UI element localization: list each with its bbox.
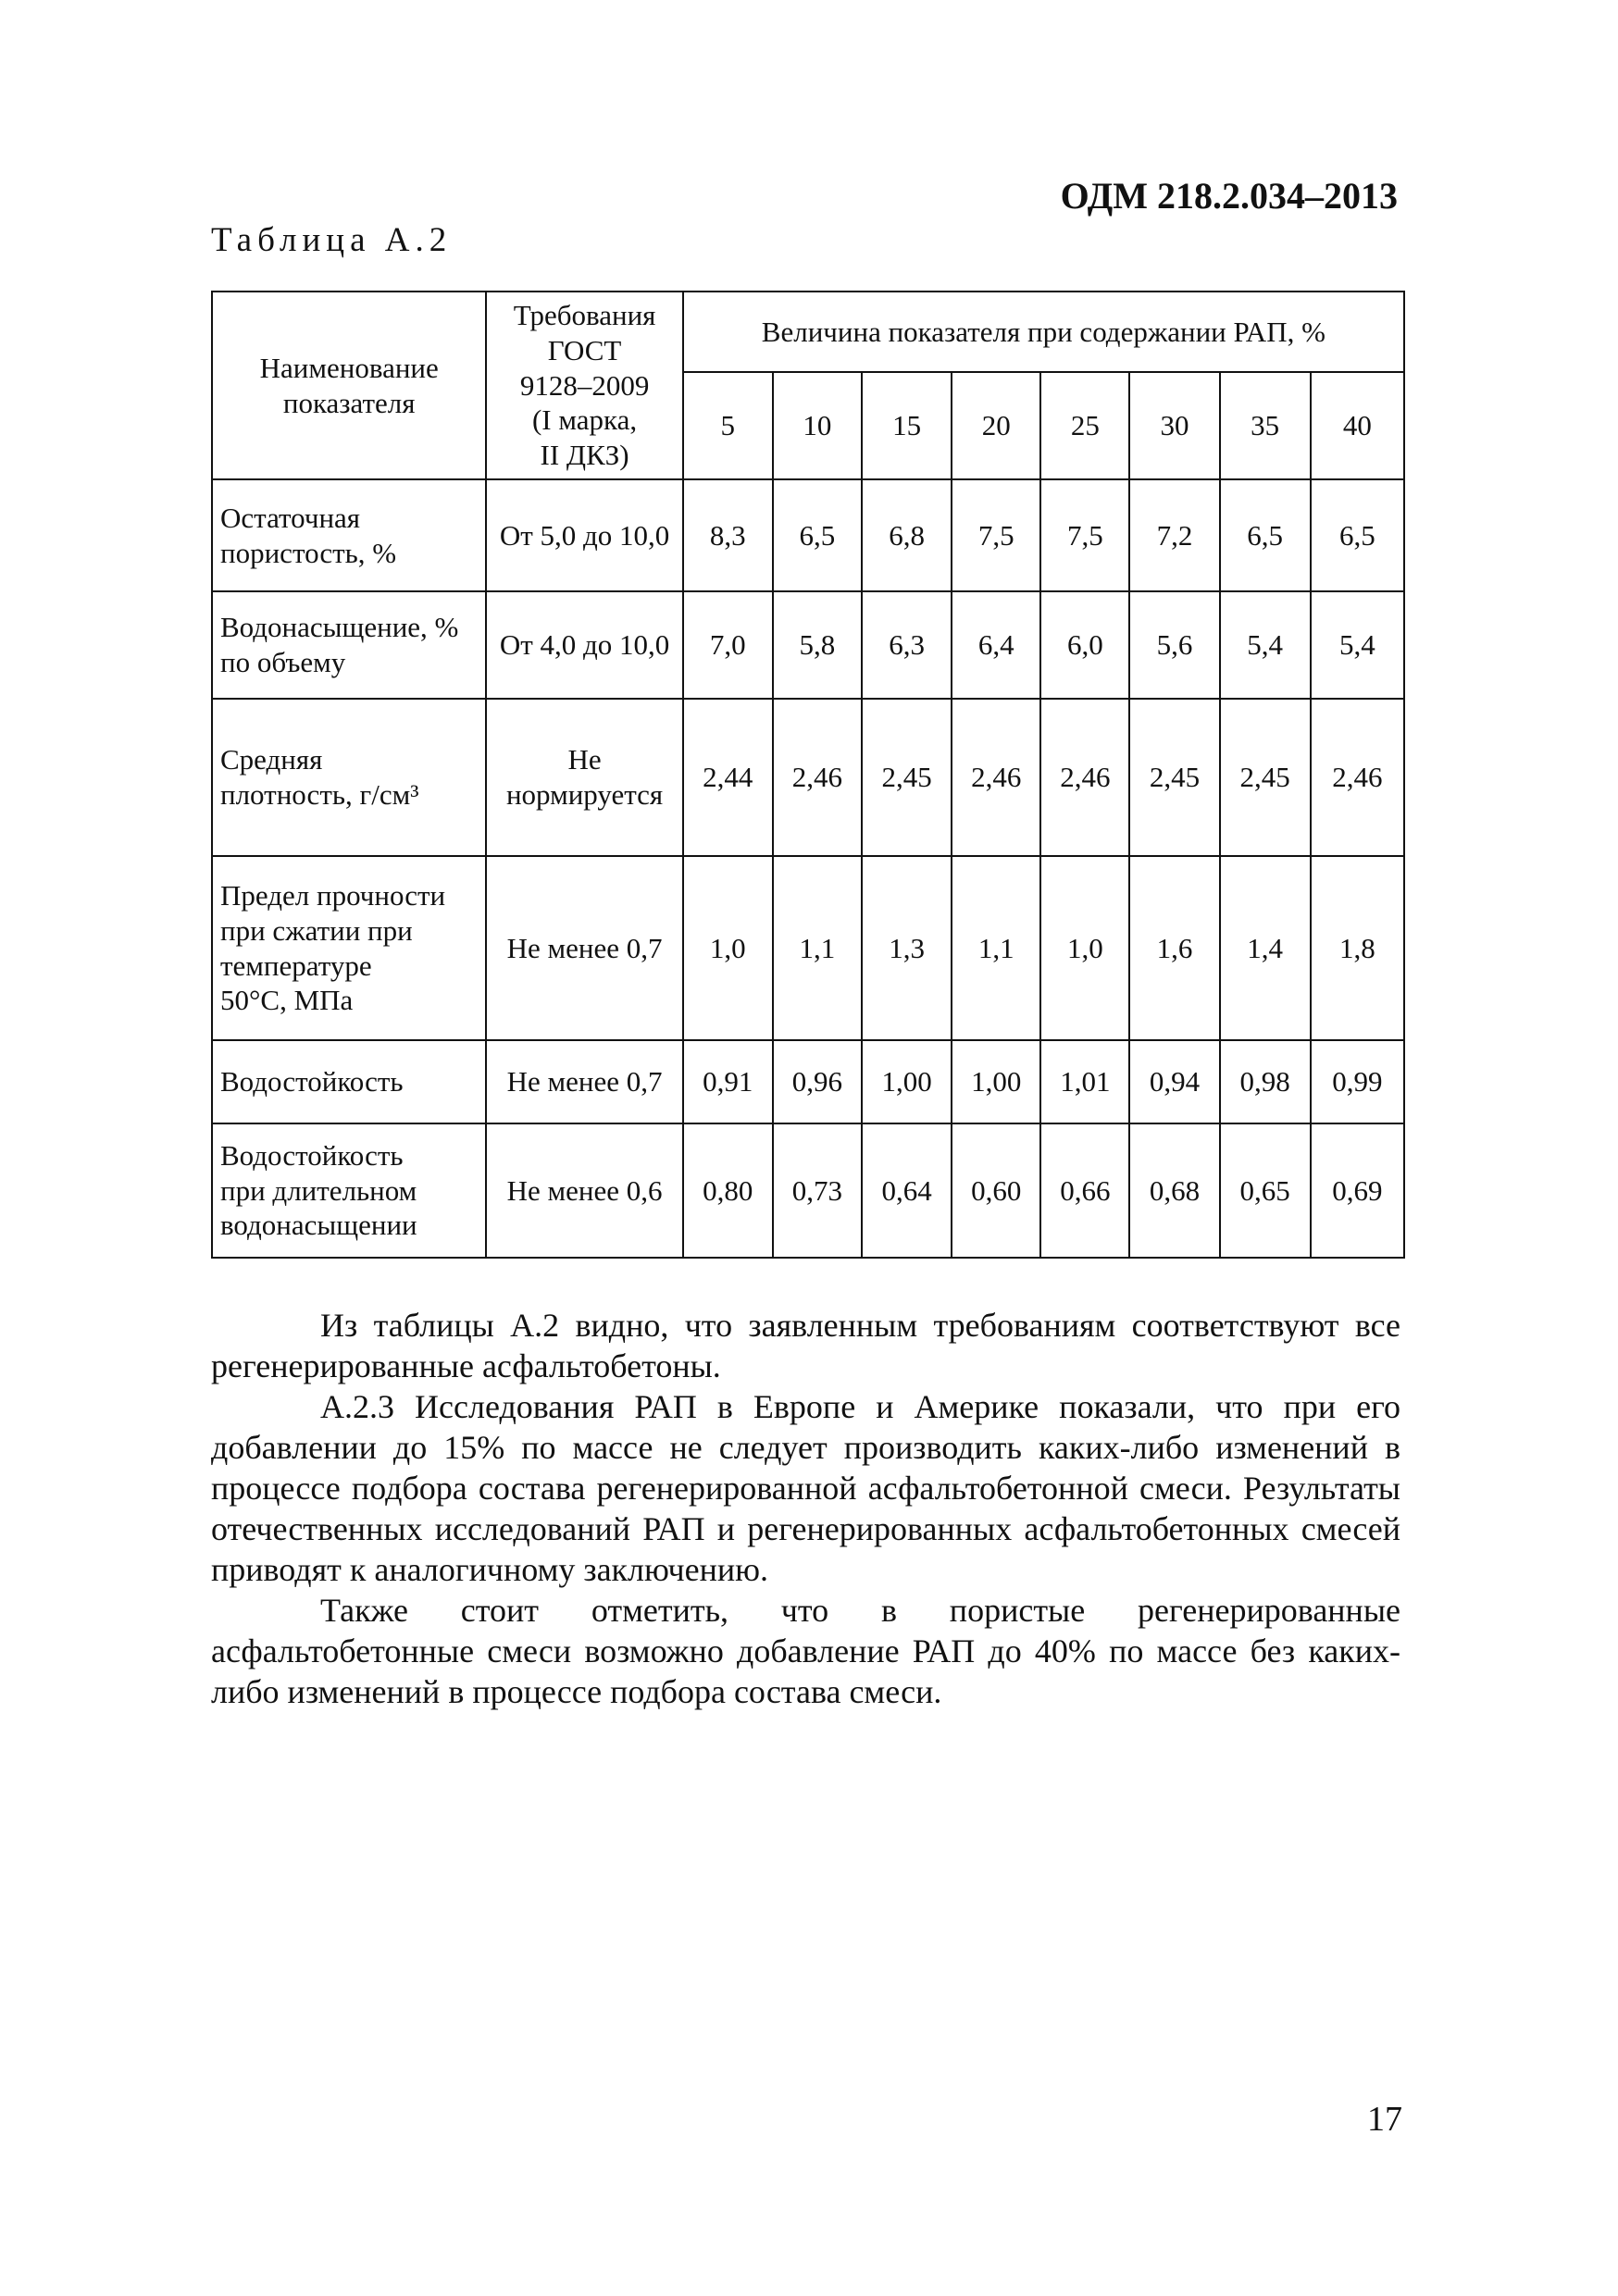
table-row [212, 856, 1404, 1040]
value-cell: 0,60 [952, 1123, 1040, 1258]
value-cell: 1,01 [1040, 1040, 1129, 1123]
table-row [212, 591, 1404, 699]
row-name: Водостойкость [212, 1040, 486, 1123]
value-cell: 5,8 [773, 591, 862, 699]
percent-header: 35 [1220, 372, 1311, 479]
value-cell: 2,46 [952, 699, 1040, 856]
table-row [212, 479, 1404, 591]
row-requirement: От 5,0 до 10,0 [486, 479, 682, 591]
value-cell: 1,4 [1220, 856, 1311, 1040]
value-cell: 5,6 [1129, 591, 1219, 699]
table-row [212, 699, 1404, 856]
value-cell: 1,1 [773, 856, 862, 1040]
row-requirement: Не нормируется [486, 699, 682, 856]
value-cell: 0,69 [1311, 1123, 1404, 1258]
value-cell: 5,4 [1311, 591, 1404, 699]
document-code: ОДМ 218.2.034–2013 [1060, 175, 1398, 217]
row-name: Предел прочности при сжатии при температуре 50°С, МПа [212, 856, 486, 1040]
value-cell: 0,80 [683, 1123, 773, 1258]
value-cell: 2,45 [1220, 699, 1311, 856]
value-cell: 7,5 [1040, 479, 1129, 591]
body-text [211, 1305, 1400, 1712]
value-cell: 7,0 [683, 591, 773, 699]
value-cell: 0,66 [1040, 1123, 1129, 1258]
value-cell: 2,46 [773, 699, 862, 856]
results-table [211, 291, 1405, 1259]
row-name: Водостойкость при длительном водонасыщении [212, 1123, 486, 1258]
value-cell: 0,64 [862, 1123, 952, 1258]
value-cell: 2,45 [862, 699, 952, 856]
col-name-header: Наименование показателя [212, 292, 486, 479]
percent-header: 10 [773, 372, 862, 479]
row-requirement: Не менее 0,7 [486, 1040, 682, 1123]
value-cell: 2,45 [1129, 699, 1219, 856]
percent-header: 25 [1040, 372, 1129, 479]
row-requirement: От 4,0 до 10,0 [486, 591, 682, 699]
value-cell: 1,1 [952, 856, 1040, 1040]
table-row [212, 1123, 1404, 1258]
value-cell: 1,6 [1129, 856, 1219, 1040]
value-cell: 7,2 [1129, 479, 1219, 591]
value-cell: 1,3 [862, 856, 952, 1040]
value-cell: 6,5 [1311, 479, 1404, 591]
value-cell: 0,96 [773, 1040, 862, 1123]
value-cell: 5,4 [1220, 591, 1311, 699]
value-cell: 2,46 [1040, 699, 1129, 856]
row-name: Водонасыщение, % по объему [212, 591, 486, 699]
value-cell: 6,3 [862, 591, 952, 699]
page-number: 17 [1367, 2100, 1402, 2139]
value-cell: 1,8 [1311, 856, 1404, 1040]
value-cell: 6,5 [1220, 479, 1311, 591]
value-cell: 7,5 [952, 479, 1040, 591]
value-cell: 6,8 [862, 479, 952, 591]
row-requirement: Не менее 0,7 [486, 856, 682, 1040]
percent-header: 15 [862, 372, 952, 479]
col-req-header: Требования ГОСТ 9128–2009 (I марка, II ДКЗ) [486, 292, 682, 479]
value-cell: 8,3 [683, 479, 773, 591]
row-name: Средняя плотность, г/см³ [212, 699, 486, 856]
value-cell: 0,73 [773, 1123, 862, 1258]
value-cell: 1,0 [1040, 856, 1129, 1040]
value-cell: 6,4 [952, 591, 1040, 699]
value-cell: 0,68 [1129, 1123, 1219, 1258]
value-cell: 2,46 [1311, 699, 1404, 856]
value-cell: 1,00 [862, 1040, 952, 1123]
percent-header: 20 [952, 372, 1040, 479]
paragraph: А.2.3 Исследования РАП в Европе и Америке показали, что при его добавлении до 15% по массе не следует производить каких-либо изменений в процессе подбора состава регенерированной асфальтобетонной смеси. Результаты отечественных исследований РАП и регенерированных асфальтобетонных смесей приводят к аналогичному заключению. [211, 1388, 1400, 1588]
row-requirement: Не менее 0,6 [486, 1123, 682, 1258]
value-cell: 1,00 [952, 1040, 1040, 1123]
value-cell: 6,5 [773, 479, 862, 591]
value-cell: 0,99 [1311, 1040, 1404, 1123]
row-name: Остаточная пористость, % [212, 479, 486, 591]
paragraph: Из таблицы А.2 видно, что заявленным требованиям соответствуют все регенерированные асфальтобетоны. [211, 1307, 1400, 1384]
table-caption: Таблица А.2 [211, 221, 453, 259]
value-cell: 0,94 [1129, 1040, 1219, 1123]
group-header: Величина показателя при содержании РАП, % [683, 292, 1404, 372]
percent-header: 40 [1311, 372, 1404, 479]
percent-header: 5 [683, 372, 773, 479]
paragraph: Также стоит отметить, что в пористые регенерированные асфальтобетонные смеси возможно добавление РАП до 40% по массе без каких-либо изменений в процессе подбора состава смеси. [211, 1592, 1400, 1710]
value-cell: 0,65 [1220, 1123, 1311, 1258]
value-cell: 1,0 [683, 856, 773, 1040]
value-cell: 0,98 [1220, 1040, 1311, 1123]
percent-header: 30 [1129, 372, 1219, 479]
value-cell: 0,91 [683, 1040, 773, 1123]
table-row [212, 1040, 1404, 1123]
value-cell: 2,44 [683, 699, 773, 856]
value-cell: 6,0 [1040, 591, 1129, 699]
